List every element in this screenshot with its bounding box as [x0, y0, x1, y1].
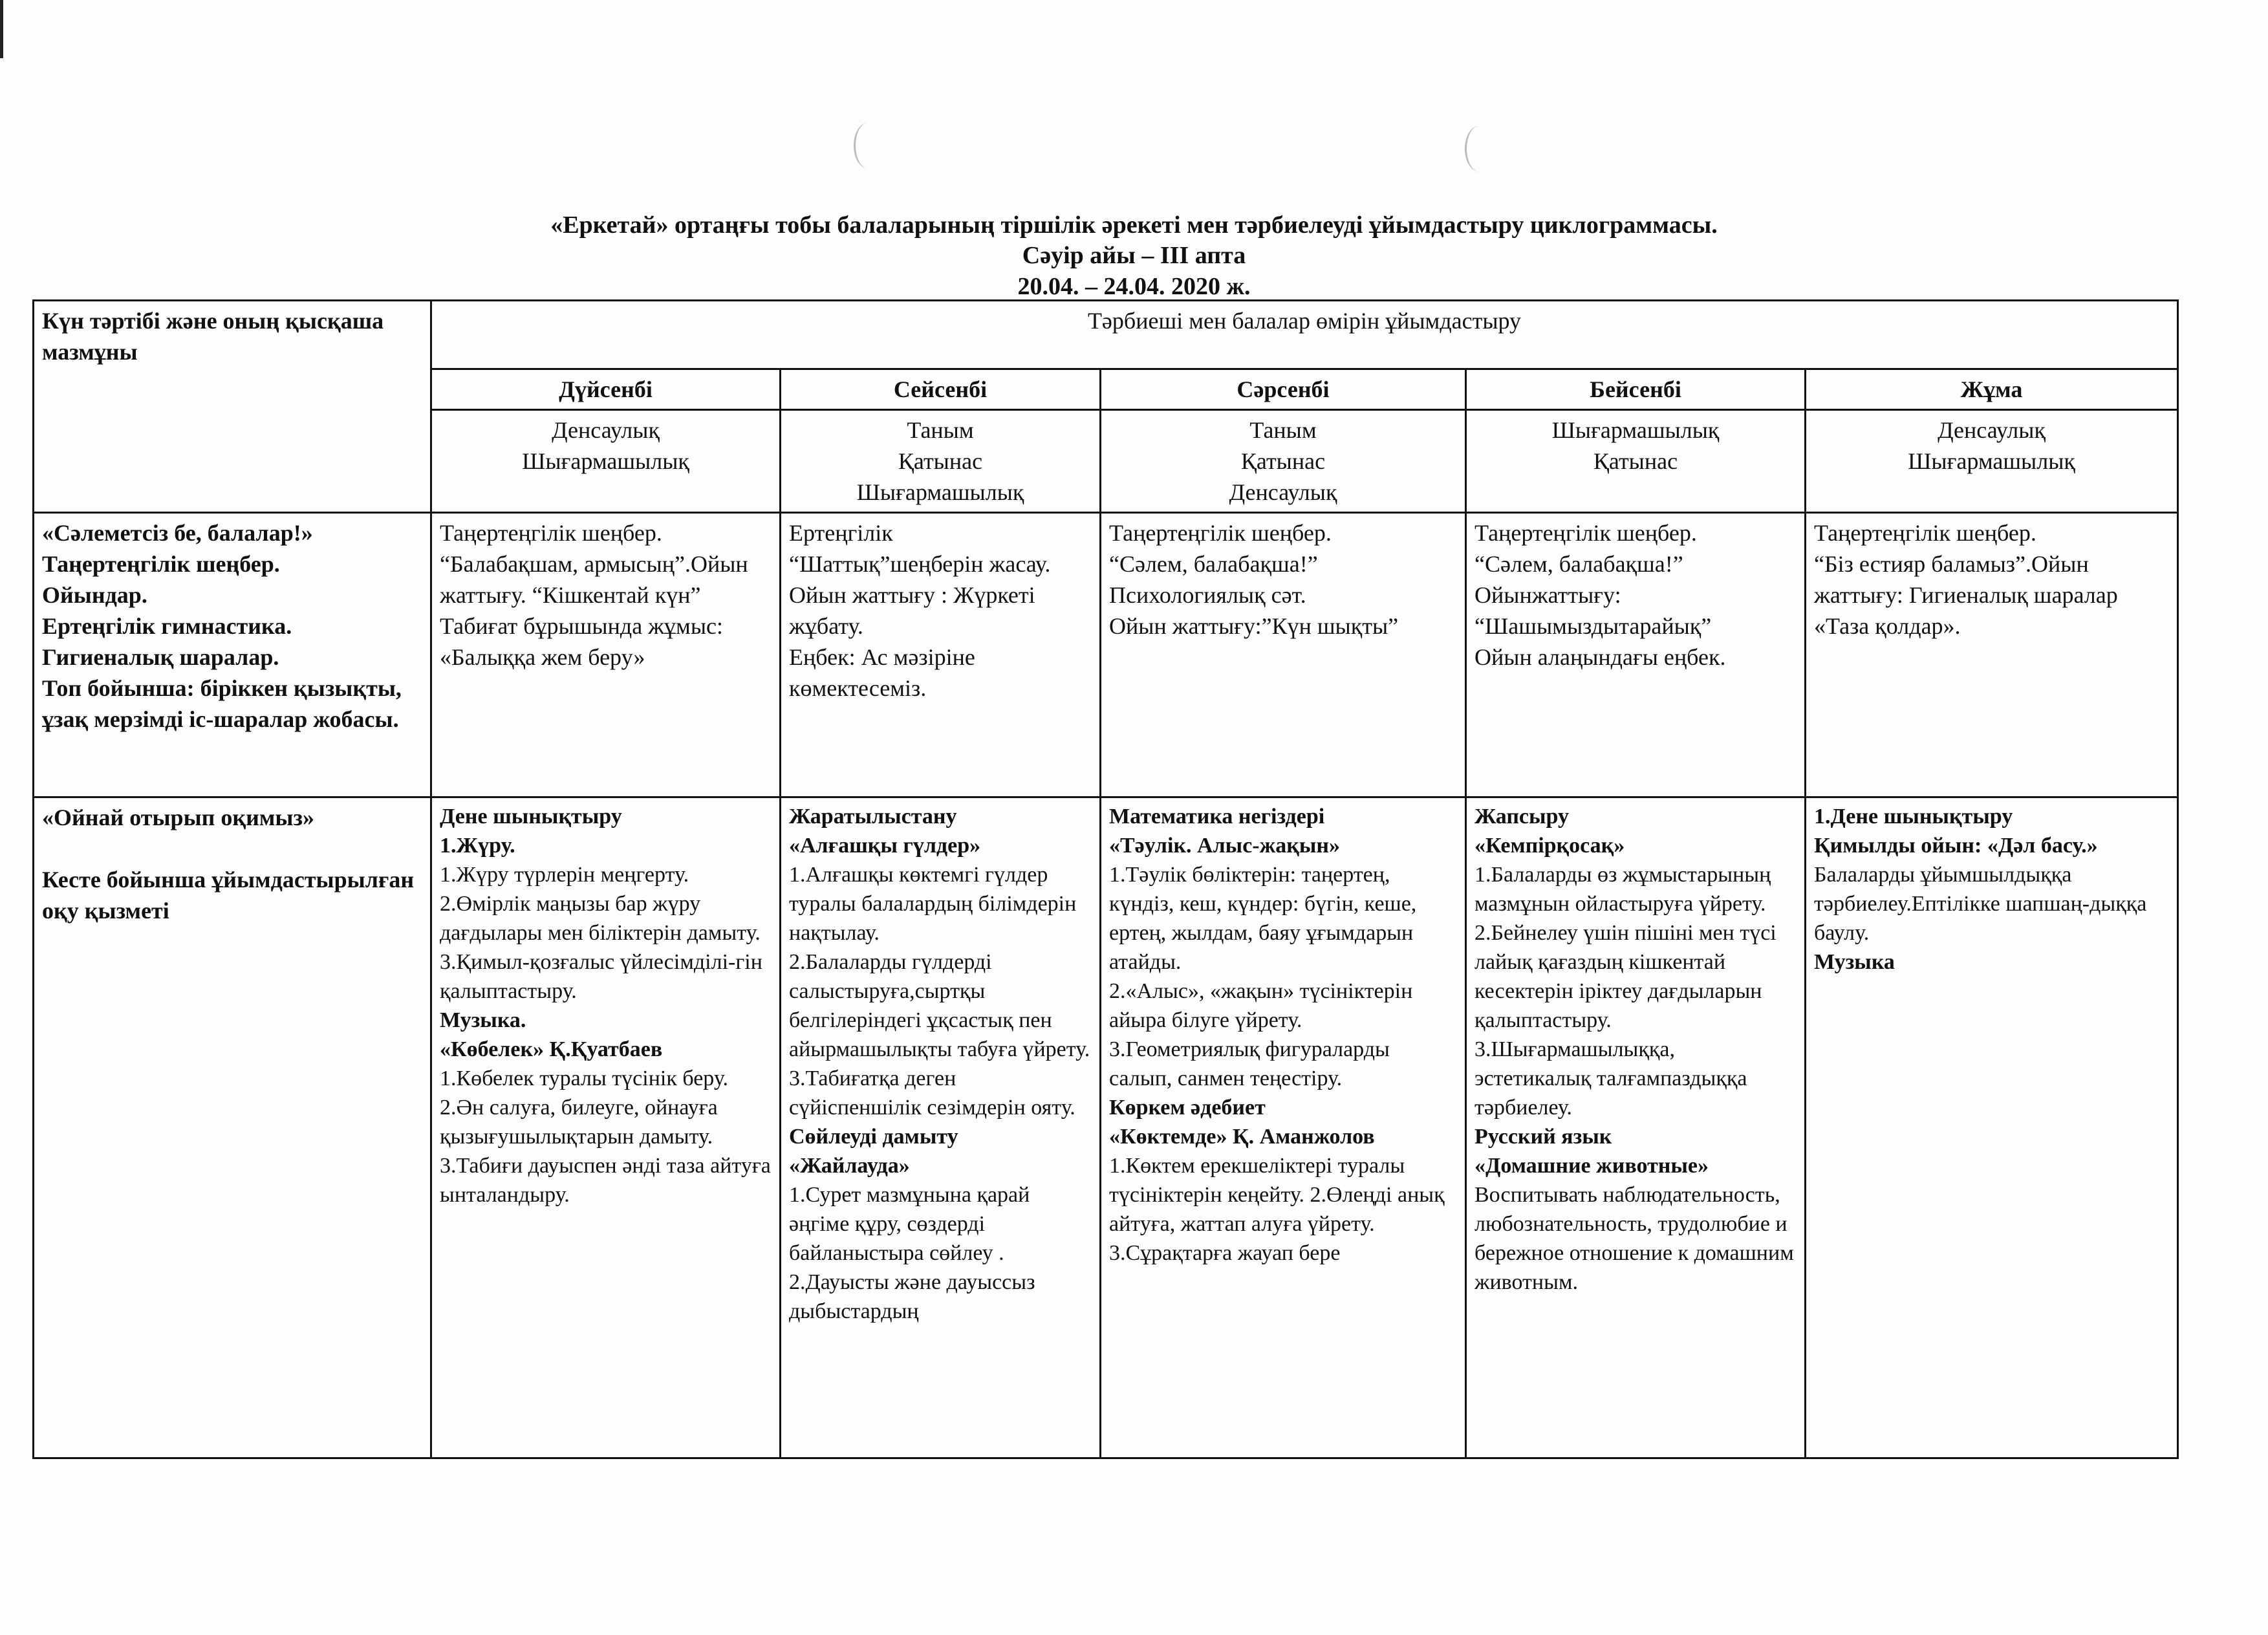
lessons-friday — [1806, 797, 2178, 1458]
lesson-line: «Кемпірқосақ» — [1474, 834, 1625, 858]
cell-text: “Сәлем, балабақша!” — [1109, 551, 1318, 577]
document-dates: 20.04. – 24.04. 2020 ж. — [1017, 273, 1251, 300]
cell-text: Табиғат бұрышында жұмыс: «Балыққа жем беру» — [440, 613, 723, 670]
lesson-line: Жапсыру — [1474, 805, 1570, 828]
org-header: Тәрбиеші мен балалар өмірін ұйымдастыру — [1087, 308, 1522, 334]
routine-header-cell — [34, 301, 431, 513]
area-label: Қатынас — [1240, 448, 1326, 474]
punch-hole-mark — [854, 123, 881, 168]
morning-wednesday — [1101, 513, 1466, 797]
lesson-line: 1.Жүру. — [440, 834, 515, 858]
lesson-line: Көркем әдебиет — [1109, 1096, 1266, 1120]
areas-tuesday — [781, 410, 1101, 513]
cell-text: Психологиялық сәт. — [1109, 582, 1306, 608]
lesson-line: 1.Тәулік бөліктерін: таңертең, күндіз, кеш, күндер: бүгін, кеше, ертең, жылдам, баяу ұғымдарын атайды. — [1109, 863, 1417, 974]
spacer — [42, 833, 422, 864]
morning-monday — [431, 513, 781, 797]
routine-label: «Сәлеметсіз бе, балалар!» — [42, 520, 313, 546]
lesson-line: 1.Балаларды өз жұмыстарының мазмұнын ойластыруға үйрету. — [1474, 863, 1771, 916]
lesson-line: 2.Бейнелеу үшін пішіні мен түсі лайық қағаздың кішкентай кесектерін іріктеу дағдыларын қалыптастыру. — [1474, 921, 1777, 1032]
lesson-line: «Алғашқы гүлдер» — [789, 834, 981, 858]
day-tuesday: Сейсенбі — [781, 369, 1101, 410]
cell-text: Ертеңгілік “Шаттық”шеңберін жасау. — [789, 520, 1051, 577]
routine-header: Күн тәртібі және оның қысқаша мазмұны — [42, 308, 384, 365]
cell-text: Ойын жаттығу:”Күн шықты” — [1109, 613, 1399, 639]
lesson-line: Воспитывать наблюдательность, любознательность, трудолюбие и бережное отношение к домашним животным. — [1474, 1183, 1794, 1294]
lesson-line: 3.Қимыл-қозғалыс үйлесімділі-гін қалыптастыру. — [440, 950, 762, 1003]
morning-thursday — [1466, 513, 1806, 797]
area-label: Шығармашылық — [522, 448, 689, 474]
morning-tuesday — [781, 513, 1101, 797]
scan-edge — [0, 0, 3, 58]
areas-thursday — [1466, 410, 1806, 513]
cell-text: Ойын жаттығу : Жүркеті жұбату. — [789, 582, 1035, 639]
lesson-line: 3.Сұрақтарға жауап бере — [1109, 1241, 1341, 1265]
area-label: Қатынас — [1593, 448, 1678, 474]
cell-text: Таңертеңгілік шеңбер. — [440, 520, 662, 546]
cell-text: Таңертеңгілік шеңбер. — [1109, 520, 1332, 546]
cell-text: “Балабақшам, армысың”.Ойын жаттығу. “Кішкентай күн” — [440, 551, 748, 608]
lesson-line: 2.Ән салуға, билеуге, ойнауға қызығушылықтарын дамыту. — [440, 1096, 718, 1149]
lesson-line: 3.Шығармашылыққа, эстетикалық талғампаздыққа тәрбиелеу. — [1474, 1037, 1747, 1120]
document-subtitle: Сәуір айы – ІІІ апта — [1022, 242, 1246, 269]
areas-friday — [1806, 410, 2178, 513]
lessons-monday — [431, 797, 781, 1458]
morning-label-cell — [34, 513, 431, 797]
areas-wednesday — [1101, 410, 1466, 513]
lessons-wednesday — [1101, 797, 1466, 1458]
lessons-label-cell — [34, 797, 431, 1458]
routine-label: Ертеңгілік гимнастика. — [42, 613, 292, 639]
lesson-line: Музыка. — [440, 1008, 526, 1032]
morning-row — [34, 513, 2178, 797]
lesson-line: Қимылды ойын: «Дәл басу.» — [1814, 834, 2098, 858]
morning-friday — [1806, 513, 2178, 797]
cell-text: Таңертеңгілік шеңбер. — [1474, 520, 1697, 546]
lessons-tuesday — [781, 797, 1101, 1458]
day-friday: Жұма — [1806, 369, 2178, 410]
cell-text: “Сәлем, балабақша!” — [1474, 551, 1683, 577]
area-label: Таным — [1249, 417, 1317, 443]
lesson-line: Сөйлеуді дамыту — [789, 1125, 958, 1149]
routine-label: Кесте бойынша ұйымдастырылған оқу қызметі — [42, 867, 415, 924]
lesson-line: Дене шынықтыру — [440, 805, 622, 828]
lesson-line: 1.Жүру түрлерін меңгерту. — [440, 863, 689, 887]
day-monday: Дүйсенбі — [431, 369, 781, 410]
day-wednesday: Сәрсенбі — [1101, 369, 1466, 410]
area-label: Денсаулық — [552, 417, 660, 443]
lessons-row — [34, 797, 2178, 1458]
area-label: Шығармашылық — [856, 479, 1024, 505]
lesson-line: 2.«Алыс», «жақын» түсініктерін айыра білуге үйрету. — [1109, 979, 1413, 1032]
lesson-line: Балаларды ұйымшылдыққа тәрбиелеу.Ептілікке шапшаң-дыққа баулу. — [1814, 863, 2147, 945]
routine-label: Таңертеңгілік шеңбер. — [42, 551, 280, 577]
lesson-line: Музыка — [1814, 950, 1895, 974]
cyclogram-table — [32, 299, 2179, 1459]
area-label: Шығармашылық — [1908, 448, 2075, 474]
routine-label: Гигиеналық шаралар. — [42, 644, 279, 670]
lesson-line: Жаратылыстану — [789, 805, 957, 828]
org-header-cell — [431, 301, 2178, 369]
routine-label: «Ойнай отырып оқимыз» — [42, 805, 314, 830]
cell-text: Таңертеңгілік шеңбер. — [1814, 520, 2036, 546]
cell-text: “Шашымыздытарайық” — [1474, 613, 1712, 639]
areas-monday — [431, 410, 781, 513]
lesson-line: «Тәулік. Алыс-жақын» — [1109, 834, 1340, 858]
day-thursday: Бейсенбі — [1466, 369, 1806, 410]
lesson-line: 3.Табиғи дауыспен әнді таза айтуға ынталандыру. — [440, 1154, 771, 1207]
area-label: Денсаулық — [1229, 479, 1337, 505]
lesson-line: Русский язык — [1474, 1125, 1612, 1149]
lesson-line: 1.Көбелек туралы түсінік беру. — [440, 1067, 728, 1090]
lesson-line: 1.Көктем ерекшеліктері туралы түсініктерін кеңейту. 2.Өлеңді анық айтуға, жаттап алуға үйрету. — [1109, 1154, 1445, 1236]
lesson-line: Математика негіздері — [1109, 805, 1325, 828]
area-label: Қатынас — [898, 448, 983, 474]
area-label: Денсаулық — [1938, 417, 2046, 443]
area-label: Шығармашылық — [1551, 417, 1720, 443]
lesson-line: 1.Дене шынықтыру — [1814, 805, 2013, 828]
lesson-line: 2.Өмірлік маңызы бар жүру дағдылары мен біліктерін дамыту. — [440, 892, 761, 945]
lesson-line: 3.Геометриялық фигураларды салып, санмен теңестіру. — [1109, 1037, 1390, 1090]
lesson-line: «Көбелек» Қ.Қуатбаев — [440, 1037, 663, 1061]
cell-text: “Біз естияр баламыз”.Ойын жаттығу: Гигиеналық шаралар «Таза қолдар». — [1814, 551, 2118, 639]
lesson-line: «Көктемде» Қ. Аманжолов — [1109, 1125, 1375, 1149]
document-title: «Еркетай» ортаңғы тобы балаларының тіршілік әрекеті мен тәрбиелеуді ұйымдастыру циклограммасы. — [550, 211, 1718, 239]
routine-label: Топ бойынша: біріккен қызықты, ұзақ мерзімді іс-шаралар жобасы. — [42, 675, 402, 732]
cell-text: Ойынжаттығу: — [1474, 582, 1621, 608]
punch-hole-mark — [1465, 126, 1493, 171]
lesson-line: 1.Алғашқы көктемгі гүлдер туралы балалардың білімдерін нақтылау. — [789, 863, 1077, 945]
cell-text: Ойын алаңындағы еңбек. — [1474, 644, 1726, 670]
lesson-line: 1.Сурет мазмұнына қарай әңгіме құру, сөздерді байланыстыра сөйлеу . 2.Дауысты және дауыссыз дыбыстардың — [789, 1183, 1035, 1323]
cell-text: Еңбек: Ас мәзіріне көмектесеміз. — [789, 644, 975, 701]
lesson-line: 2.Балаларды гүлдерді салыстыруға,сыртқы белгілеріндегі ұқсастық пен айырмашылықты табуға үйрету. — [789, 950, 1090, 1061]
routine-label: Ойындар. — [42, 582, 147, 608]
lesson-line: «Жайлауда» — [789, 1154, 910, 1178]
lessons-thursday — [1466, 797, 1806, 1458]
area-label: Таным — [907, 417, 974, 443]
lesson-line: 3.Табиғатқа деген сүйіспеншілік сезімдерін ояту. — [789, 1067, 1075, 1120]
lesson-line: «Домашние животные» — [1474, 1154, 1709, 1178]
